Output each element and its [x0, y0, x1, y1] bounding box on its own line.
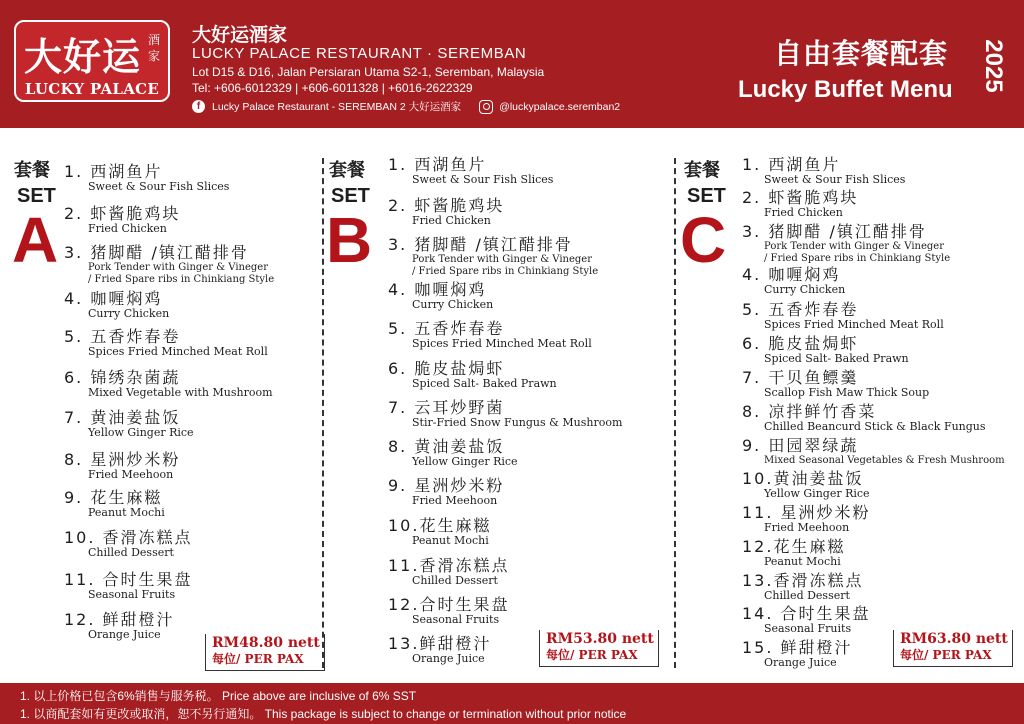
menu-item: 7. 黄油姜盐饭 Yellow Ginger Rice — [64, 408, 194, 439]
set-c-letter: C — [680, 204, 727, 276]
menu-item: 14. 合时生果盘 Seasonal Fruits — [742, 604, 871, 635]
set-c-label-cn: 套餐 — [684, 160, 720, 181]
logo-english-text: LUCKY PALACE — [24, 80, 160, 98]
set-a-label-cn: 套餐 — [14, 160, 50, 181]
header-banner — [0, 0, 1024, 128]
menu-item: 6. 锦绣杂菌蔬 Mixed Vegetable with Mushroom — [64, 368, 273, 399]
instagram-handle[interactable]: @luckypalace.seremban2 — [499, 100, 621, 113]
menu-item: 11. 合时生果盘 Seasonal Fruits — [64, 570, 193, 601]
menu-item: 11. 星洲炒米粉 Fried Meehoon — [742, 503, 871, 534]
menu-item: 8. 黄油姜盐饭 Yellow Ginger Rice — [388, 437, 518, 468]
menu-item: 3. 猪脚醋 /镇江醋排骨 Pork Tender with Ginger & Vineger / Fried Spare ribs in Chinkiang Style — [742, 222, 951, 264]
restaurant-name-en: LUCKY PALACE RESTAURANT · SEREMBAN — [192, 45, 527, 62]
column-divider — [674, 158, 676, 668]
menu-item: 7. 干贝鱼鳔羹 Scallop Fish Maw Thick Soup — [742, 368, 930, 399]
menu-item: 2. 虾酱脆鸡块 Fried Chicken — [388, 196, 505, 227]
facebook-icon: f — [192, 100, 205, 113]
menu-item: 2. 虾酱脆鸡块 Fried Chicken — [64, 204, 181, 235]
menu-item: 12.合时生果盘 Seasonal Fruits — [388, 595, 510, 626]
menu-item: 6. 脆皮盐焗虾 Spiced Salt- Baked Prawn — [388, 359, 557, 390]
menu-item: 13.鲜甜橙汁 Orange Juice — [388, 634, 492, 665]
instagram-icon — [479, 100, 493, 114]
menu-item: 3. 猪脚醋 /镇江醋排骨 Pork Tender with Ginger & Vineger / Fried Spare ribs in Chinkiang Style — [64, 243, 275, 285]
set-a-price: RM48.80 nett — [212, 635, 320, 651]
menu-item: 4. 咖喱焖鸡 Curry Chicken — [742, 265, 846, 296]
set-a-price-box — [205, 634, 325, 671]
menu-year: 2025 — [980, 39, 1007, 93]
menu-item: 1. 西湖鱼片 Sweet & Sour Fish Slices — [64, 162, 230, 193]
lucky-palace-logo — [14, 20, 170, 102]
menu-item: 5. 五香炸春卷 Spices Fried Minched Meat Roll — [388, 319, 592, 350]
menu-item: 1. 西湖鱼片 Sweet & Sour Fish Slices — [742, 155, 906, 186]
social-links — [192, 99, 620, 114]
set-c-price-box — [893, 630, 1013, 667]
menu-item: 9. 田园翠绿蔬 Mixed Seasonal Vegetables & Fresh Mushroom — [742, 436, 1005, 466]
menu-item: 15. 鲜甜橙汁 Orange Juice — [742, 638, 853, 669]
set-b-price: RM53.80 nett — [546, 631, 654, 647]
menu-item: 9. 星洲炒米粉 Fried Meehoon — [388, 476, 505, 507]
set-b-letter: B — [326, 204, 373, 276]
menu-item: 9. 花生麻糍 Peanut Mochi — [64, 488, 165, 519]
menu-item: 11.香滑冻糕点 Chilled Dessert — [388, 556, 510, 587]
menu-item: 13.香滑冻糕点 Chilled Dessert — [742, 571, 864, 602]
set-c-label: SET — [687, 185, 726, 207]
menu-item: 10. 香滑冻糕点 Chilled Dessert — [64, 528, 193, 559]
menu-item: 3. 猪脚醋 /镇江醋排骨 Pork Tender with Ginger & Vineger / Fried Spare ribs in Chinkiang Style — [388, 235, 599, 277]
restaurant-address: Lot D15 & D16, Jalan Persiaran Utama S2-1, Seremban, Malaysia — [192, 65, 545, 79]
menu-item: 12.花生麻糍 Peanut Mochi — [742, 537, 846, 568]
set-a-letter: A — [12, 204, 59, 276]
menu-item: 5. 五香炸春卷 Spices Fried Minched Meat Roll — [64, 327, 268, 358]
set-a-label: SET — [17, 185, 56, 207]
menu-item: 5. 五香炸春卷 Spices Fried Minched Meat Roll — [742, 300, 944, 331]
set-c-per-pax: 每位/ PER PAX — [900, 648, 992, 662]
column-divider — [322, 158, 324, 668]
menu-item: 2. 虾酱脆鸡块 Fried Chicken — [742, 188, 859, 219]
restaurant-phone: Tel: +606-6012329 | +606-6011328 | +6016-2622329 — [192, 81, 473, 95]
menu-item: 8. 星洲炒米粉 Fried Meehoon — [64, 450, 181, 481]
footer-notes — [0, 683, 1024, 724]
set-c-price: RM63.80 nett — [900, 631, 1008, 647]
menu-item: 10.花生麻糍 Peanut Mochi — [388, 516, 492, 547]
menu-title-cn: 自由套餐配套 — [774, 37, 949, 70]
menu-item: 6. 脆皮盐焗虾 Spiced Salt- Baked Prawn — [742, 334, 909, 365]
set-b-per-pax: 每位/ PER PAX — [546, 648, 638, 662]
set-b-label: SET — [331, 185, 370, 207]
menu-item: 1. 西湖鱼片 Sweet & Sour Fish Slices — [388, 155, 554, 186]
restaurant-name-cn: 大好运酒家 — [192, 24, 288, 46]
set-a-per-pax: 每位/ PER PAX — [212, 652, 304, 666]
menu-title-en: Lucky Buffet Menu — [738, 76, 953, 103]
footer-note-terms: 1. 以商配套如有更改或取消，恕不另行通知。 This package is subject to change or termination without prior notice — [20, 707, 627, 721]
menu-item: 8. 凉拌鲜竹香菜 Chilled Beancurd Stick & Black Fungus — [742, 402, 986, 433]
set-b-price-box — [539, 630, 659, 667]
menu-item: 4. 咖喱焖鸡 Curry Chicken — [64, 289, 170, 320]
logo-seal-text: 酒家 — [147, 33, 160, 63]
facebook-handle[interactable]: Lucky Palace Restaurant - SEREMBAN 2 大好运酒家 — [212, 101, 462, 113]
menu-item: 4. 咖喱焖鸡 Curry Chicken — [388, 280, 494, 311]
logo-chinese-text: 大好运 — [24, 34, 142, 79]
menu-item: 10.黄油姜盐饭 Yellow Ginger Rice — [742, 469, 870, 500]
menu-item: 12. 鲜甜橙汁 Orange Juice — [64, 610, 175, 641]
set-b-label-cn: 套餐 — [329, 160, 365, 181]
menu-item: 7. 云耳炒野菌 Stir-Fried Snow Fungus & Mushroom — [388, 398, 623, 429]
footer-note-sst: 1. 以上价格已包含6%销售与服务税。 Price above are inclusive of 6% SST — [20, 689, 417, 703]
